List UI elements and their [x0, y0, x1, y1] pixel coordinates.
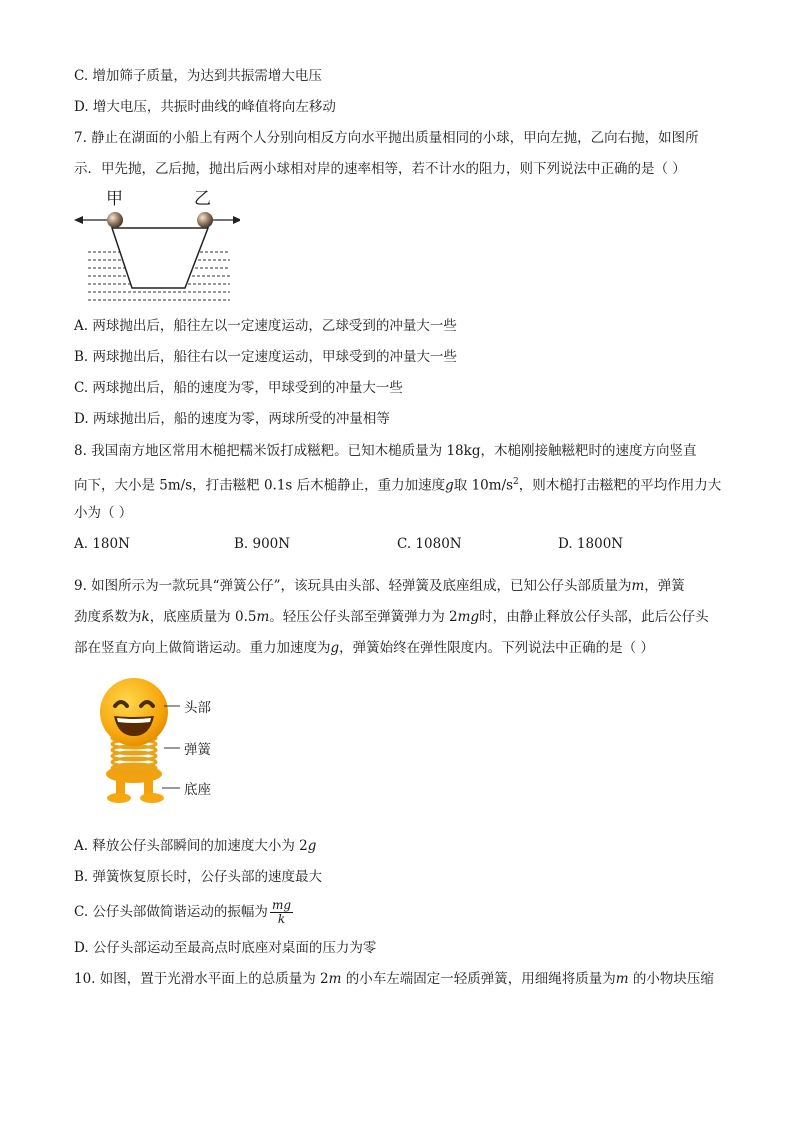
q9-stem-line2: 劲度系数为k，底座质量为 0.5m。轻压公仔头部至弹簧弹力为 2mg时，由静止释放公仔头部，此后公仔头	[74, 609, 709, 625]
q9-option-b: B. 弹簧恢复原长时，公仔头部的速度最大	[74, 869, 323, 885]
q9-option-c: C. 公仔头部做简谐运动的振幅为 $\frac{mg}{k}$	[74, 898, 291, 926]
q8-option-b: B. 900N	[234, 536, 291, 552]
q7-stem-line2: 示．甲先抛，乙后抛，抛出后两小球相对岸的速率相等，若不计水的阻力，则下列说法中正确的是（ ）	[74, 161, 686, 177]
label-yi: 乙	[194, 189, 211, 209]
q7-option-b: B. 两球抛出后，船往右以一定速度运动，甲球受到的冲量大一些	[74, 349, 458, 365]
q6-option-d: D. 增大电压，共振时曲线的峰值将向左移动	[74, 99, 336, 115]
amplitude-fraction: $\frac{mg}{k}$	[271, 898, 291, 926]
q7-option-a: A. 两球抛出后，船往左以一定速度运动，乙球受到的冲量大一些	[74, 318, 457, 334]
q9-option-d: D. 公仔头部运动至最高点时底座对桌面的压力为零	[74, 940, 377, 956]
boat-diagram	[70, 180, 240, 305]
q8-stem-line3: 小为（ ）	[74, 505, 133, 521]
label-spring: 弹簧	[184, 742, 211, 758]
q7-option-c: C. 两球抛出后，船的速度为零，甲球受到的冲量大一些	[74, 380, 403, 396]
q9-stem-line1: 9. 如图所示为一款玩具“弹簧公仔”，该玩具由头部、轻弹簧及底座组成，已知公仔头部质量为m，弹簧	[74, 578, 685, 594]
label-head: 头部	[184, 700, 211, 716]
q6-option-c: C. 增加筛子质量，为达到共振需增大电压	[74, 68, 322, 84]
q7-boat-figure	[70, 180, 240, 305]
q7-option-d: D. 两球抛出后，船的速度为零，两球所受的冲量相等	[74, 411, 390, 427]
q7-stem-line1: 7. 静止在湖面的小船上有两个人分别向相反方向水平抛出质量相同的小球，甲向左抛，乙向右抛，如图所	[74, 130, 699, 146]
ball-yi	[197, 212, 213, 228]
q8-option-c: C. 1080N	[397, 536, 462, 552]
q10-stem-line1: 10. 如图，置于光滑水平面上的总质量为 2m 的小车左端固定一轻质弹簧，用细绳将质量为m 的小物块压缩	[74, 971, 714, 987]
toy-left-foot	[107, 793, 131, 803]
q8-stem-line1: 8. 我国南方地区常用木槌把糯米饭打成糍粑。已知木槌质量为 18kg，木槌刚接触糍粑时的速度方向竖直	[74, 443, 697, 459]
boat-hull	[112, 228, 208, 288]
q8-stem-line2: 向下，大小是 5m/s，打击糍粑 0.1s 后木槌静止，重力加速度g取 $10m/s^2$，则木槌打击糍粑的平均作用力大	[74, 477, 722, 494]
toy-right-foot	[140, 793, 164, 803]
spring-toy-image	[84, 678, 254, 808]
label-jia: 甲	[106, 189, 123, 209]
q8-option-a: A. 180N	[74, 536, 130, 552]
q9-stem-line3: 部在竖直方向上做简谐运动。重力加速度为g，弹簧始终在弹性限度内。下列说法中正确的是（ ）	[74, 640, 654, 656]
label-base: 底座	[184, 782, 211, 798]
ball-jia	[107, 212, 123, 228]
right-arrowhead-icon	[233, 216, 240, 224]
q8-option-d: D. 1800N	[558, 536, 624, 552]
q9-option-a: A. 释放公仔头部瞬间的加速度大小为 2g	[74, 838, 317, 854]
q9-toy-figure	[84, 678, 254, 808]
left-arrowhead-icon	[74, 216, 83, 224]
